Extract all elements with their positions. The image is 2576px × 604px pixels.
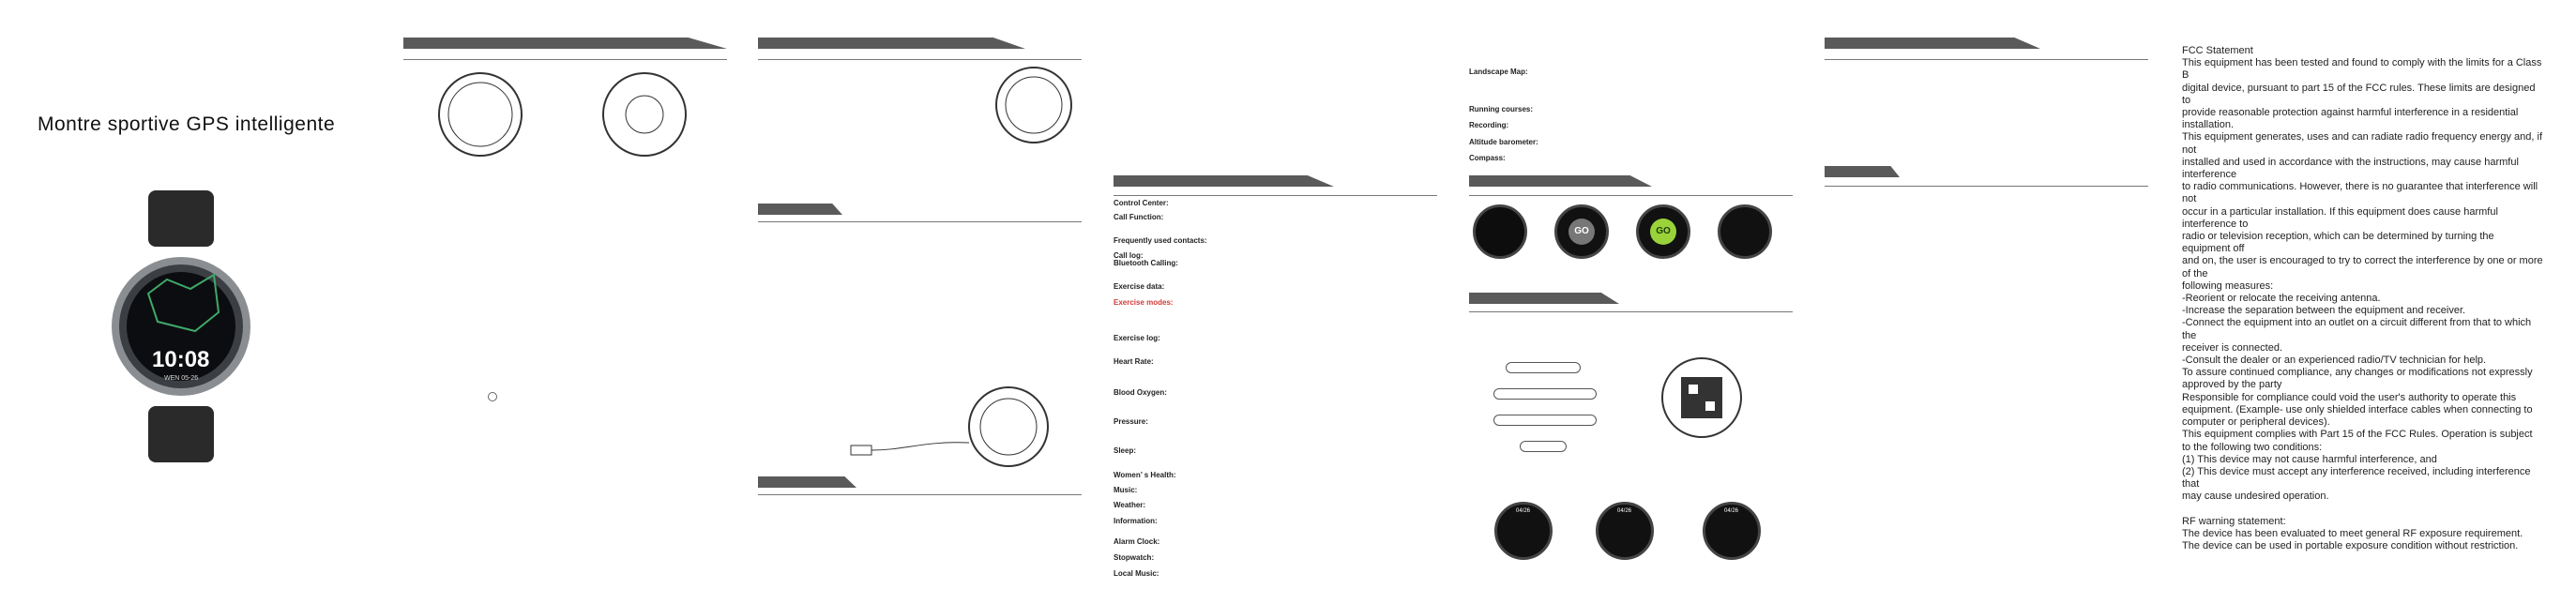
fcc-line: -Consult the dealer or an experienced radio/TV technician for help. (2182, 355, 2487, 367)
fcc-line: This equipment has been tested and found to comply with the limits for a Class B (2182, 57, 2542, 82)
qr-watch (1660, 356, 1743, 439)
fcc-line: This equipment complies with Part 15 of the FCC Rules. Operation is subject to the following two conditions: (2182, 429, 2533, 453)
section-header-line (1825, 59, 2148, 60)
fcc-line: occur in a particular installation. If this equipment does cause harmful interference to (2182, 205, 2498, 230)
menu-label: Music: (1114, 486, 1138, 494)
section-header-line (1114, 195, 1437, 196)
menu-label: Weather: (1114, 501, 1146, 509)
flow-box (1506, 362, 1581, 373)
small-circle-mark (488, 392, 497, 401)
fcc-line: -Connect the equipment into an outlet on a circuit different from that to which the (2182, 317, 2532, 341)
menu-label: Control Center: (1114, 199, 1169, 207)
menu-label: Alarm Clock: (1114, 537, 1160, 546)
menu-label: Information: (1114, 517, 1158, 525)
fcc-line: To assure continued compliance, any changes or modifications not expressly approved by the party (2182, 367, 2533, 391)
menu-label: Exercise log: (1114, 334, 1160, 342)
menu-label: Call log: (1114, 251, 1144, 260)
fcc-line: to radio communications. However, there is no guarantee that interference will not (2182, 181, 2538, 205)
sport-screen (1636, 204, 1690, 259)
fcc-line: receiver is connected. (2182, 341, 2282, 354)
section-header-band (1469, 175, 1652, 187)
charging-cable (849, 441, 971, 460)
gesture-watch-diagram (994, 66, 1074, 145)
menu-label: Stopwatch: (1114, 553, 1155, 562)
section-header-line (1469, 311, 1793, 312)
menu-label: Bluetooth Calling: (1114, 259, 1178, 267)
status-date: 04/26 (1724, 508, 1739, 514)
menu-label: Exercise data: (1114, 282, 1165, 291)
menu-label: Call Function: (1114, 213, 1164, 221)
menu-label: Sleep: (1114, 446, 1137, 455)
section-header-line (758, 494, 1082, 495)
rf-heading: RF warning statement: (2182, 515, 2286, 527)
flow-box (1493, 388, 1597, 400)
menu-label: Pressure: (1114, 417, 1148, 426)
section-header-band (1825, 166, 1900, 177)
fcc-line: (2) This device must accept any interference received, including interference that (2182, 465, 2531, 491)
sport-screen (1554, 204, 1609, 259)
rf-line: The device has been evaluated to meet general RF exposure requirement. (2182, 527, 2523, 539)
menu-label: Blood Oxygen: (1114, 388, 1167, 397)
section-header-band (1469, 293, 1619, 304)
section-header-line (758, 221, 1082, 222)
map-label: Compass: (1469, 154, 1506, 162)
menu-label: Local Music: (1114, 569, 1159, 578)
section-header-band (758, 38, 1025, 49)
section-header-band (1114, 175, 1334, 187)
status-screen (1596, 502, 1654, 560)
menu-label: Frequently used contacts: (1114, 236, 1207, 245)
fcc-line: radio or television reception, which can be determined by turning the equipment off (2182, 231, 2494, 255)
status-date: 04/26 (1516, 508, 1531, 514)
map-label: Recording: (1469, 121, 1509, 129)
fcc-heading: FCC Statement (2182, 45, 2253, 56)
fcc-line: -Reorient or relocate the receiving antenna. (2182, 293, 2381, 305)
rf-line: The device can be used in portable exposure condition without restriction. (2182, 539, 2519, 551)
watch-diagram-front (436, 70, 525, 159)
section-header-band (758, 476, 856, 488)
menu-label: Women’ s Health: (1114, 471, 1176, 479)
fcc-line: Responsible for compliance could void the user's authority to operate this equipment. (Example- use only shielded interface cables when connecting to computer or peripheral devices). (2182, 391, 2533, 429)
section-header-band (1825, 38, 2040, 49)
sport-screen (1718, 204, 1772, 259)
fcc-line: provide reasonable protection against harmful interference in a residential installation. (2182, 107, 2519, 131)
section-header-band (758, 204, 842, 215)
cover-title: Montre sportive GPS intelligente (38, 113, 336, 135)
fcc-line: following measures: (2182, 279, 2274, 292)
section-header-line (1825, 186, 2148, 187)
fcc-line: This equipment generates, uses and can radiate radio frequency energy and, if not (2182, 131, 2543, 156)
menu-label: Heart Rate: (1114, 357, 1154, 366)
fcc-line: -Increase the separation between the equipment and receiver. (2182, 305, 2466, 317)
charging-watch-diagram (966, 385, 1051, 469)
section-header-line (758, 59, 1082, 60)
watch-date: WEN 05-26 (164, 375, 199, 382)
section-header-line (403, 59, 727, 60)
map-label: Landscape Map: (1469, 68, 1528, 76)
fcc-statement (2182, 45, 2543, 552)
menu-label: Exercise modes: (1114, 298, 1174, 307)
watch-diagram-back (600, 70, 689, 159)
fcc-line: digital device, pursuant to part 15 of the FCC rules. These limits are designed to (2182, 82, 2536, 106)
status-date: 04/26 (1617, 508, 1632, 514)
section-header-band (403, 38, 727, 49)
fcc-line: (1) This device may not cause harmful interference, and (2182, 453, 2437, 465)
go-button: GO (1568, 219, 1595, 245)
status-screen (1703, 502, 1761, 560)
watch-product-image (111, 190, 251, 462)
status-screen (1494, 502, 1553, 560)
section-header-line (1469, 195, 1793, 196)
flow-box (1520, 441, 1567, 452)
fcc-line: and on, the user is encouraged to try to correct the interference by one or more of the (2182, 255, 2543, 279)
fcc-line: installed and used in accordance with the instructions, may cause harmful interference (2182, 156, 2519, 181)
flow-box (1493, 415, 1597, 426)
watch-time: 10:08 (152, 347, 210, 372)
go-button: GO (1650, 219, 1676, 245)
map-label: Running courses: (1469, 105, 1534, 113)
fcc-line: may cause undesired operation. (2182, 491, 2329, 503)
map-label: Altitude barometer: (1469, 138, 1538, 146)
sport-screen (1473, 204, 1527, 259)
